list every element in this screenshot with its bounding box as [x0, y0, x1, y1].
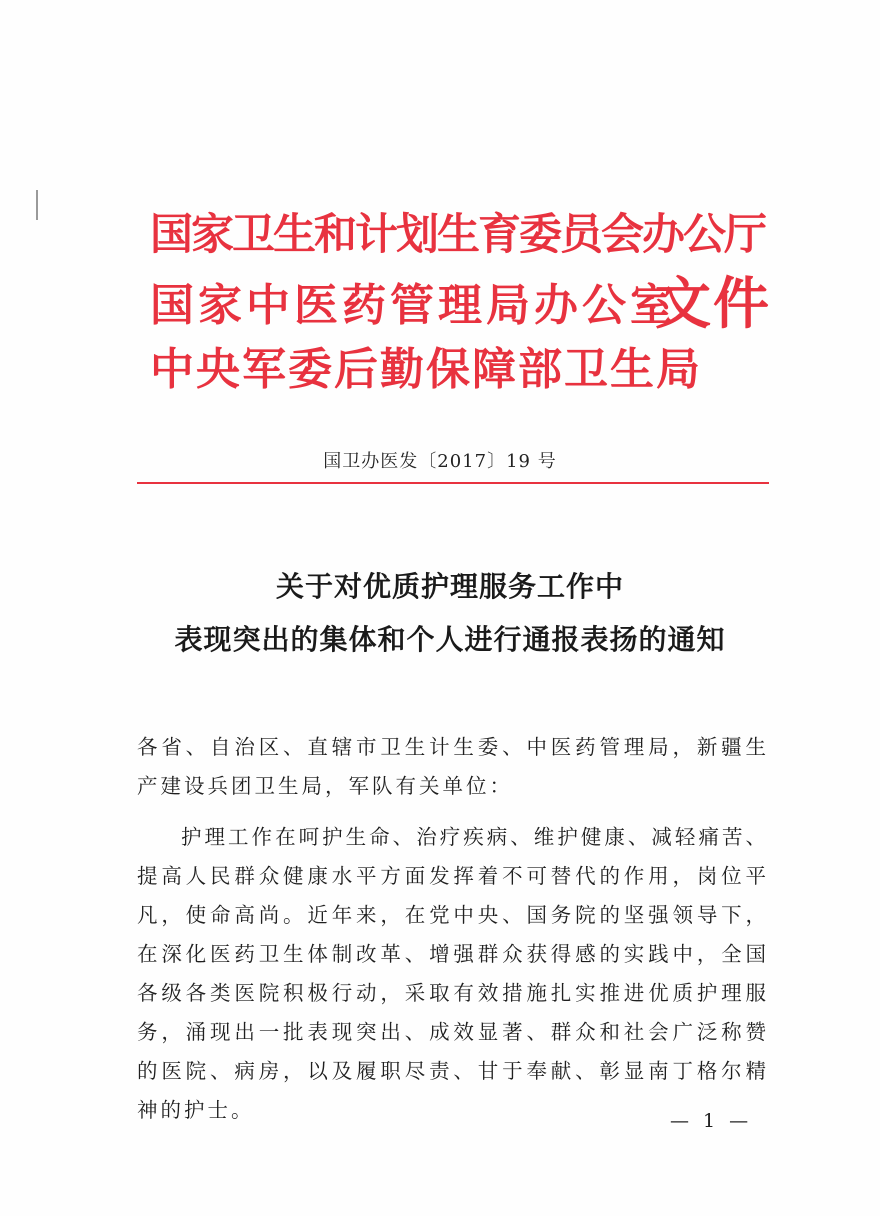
notice-title-line-2: 表现突出的集体和个人进行通报表扬的通知 [174, 623, 726, 656]
doc-type-label: 文件 [655, 271, 771, 337]
issuer-line-3: 中央军委后勤保障部卫生局 [150, 344, 702, 395]
scan-artifact-mark [36, 190, 38, 220]
body-paragraph: 护理工作在呵护生命、治疗疾病、维护健康、减轻痛苦、提高人民群众健康水平方面发挥着不可替代的作用，岗位平凡，使命高尚。近年来，在党中央、国务院的坚强领导下，在深化医药卫生体制改革、增强群众获得感的实践中，全国各级各类医院积极行动，采取有效措施扎实推进优质护理服务，涌现出一批表现突出、成效显著、群众和社会广泛称赞的医院、病房，以及履职尽责、甘于奉献、彰显南丁格尔精神的护士。 [137, 825, 769, 1122]
salutation: 各省、自治区、直辖市卫生计生委、中医药管理局，新疆生产建设兵团卫生局，军队有关单位： [137, 735, 769, 798]
issuer-letterhead [150, 210, 770, 395]
notice-title-line-1: 关于对优质护理服务工作中 [275, 570, 624, 603]
issuer-line-1: 国家卫生和计划生育委员会办公厅 [150, 210, 765, 260]
red-divider-line [137, 482, 769, 484]
issuer-line-2: 国家中医药管理局办公室 [150, 280, 678, 331]
page-number: — 1 — [670, 1110, 753, 1132]
document-number: 国卫办医发〔2017〕19 号 [323, 451, 557, 472]
